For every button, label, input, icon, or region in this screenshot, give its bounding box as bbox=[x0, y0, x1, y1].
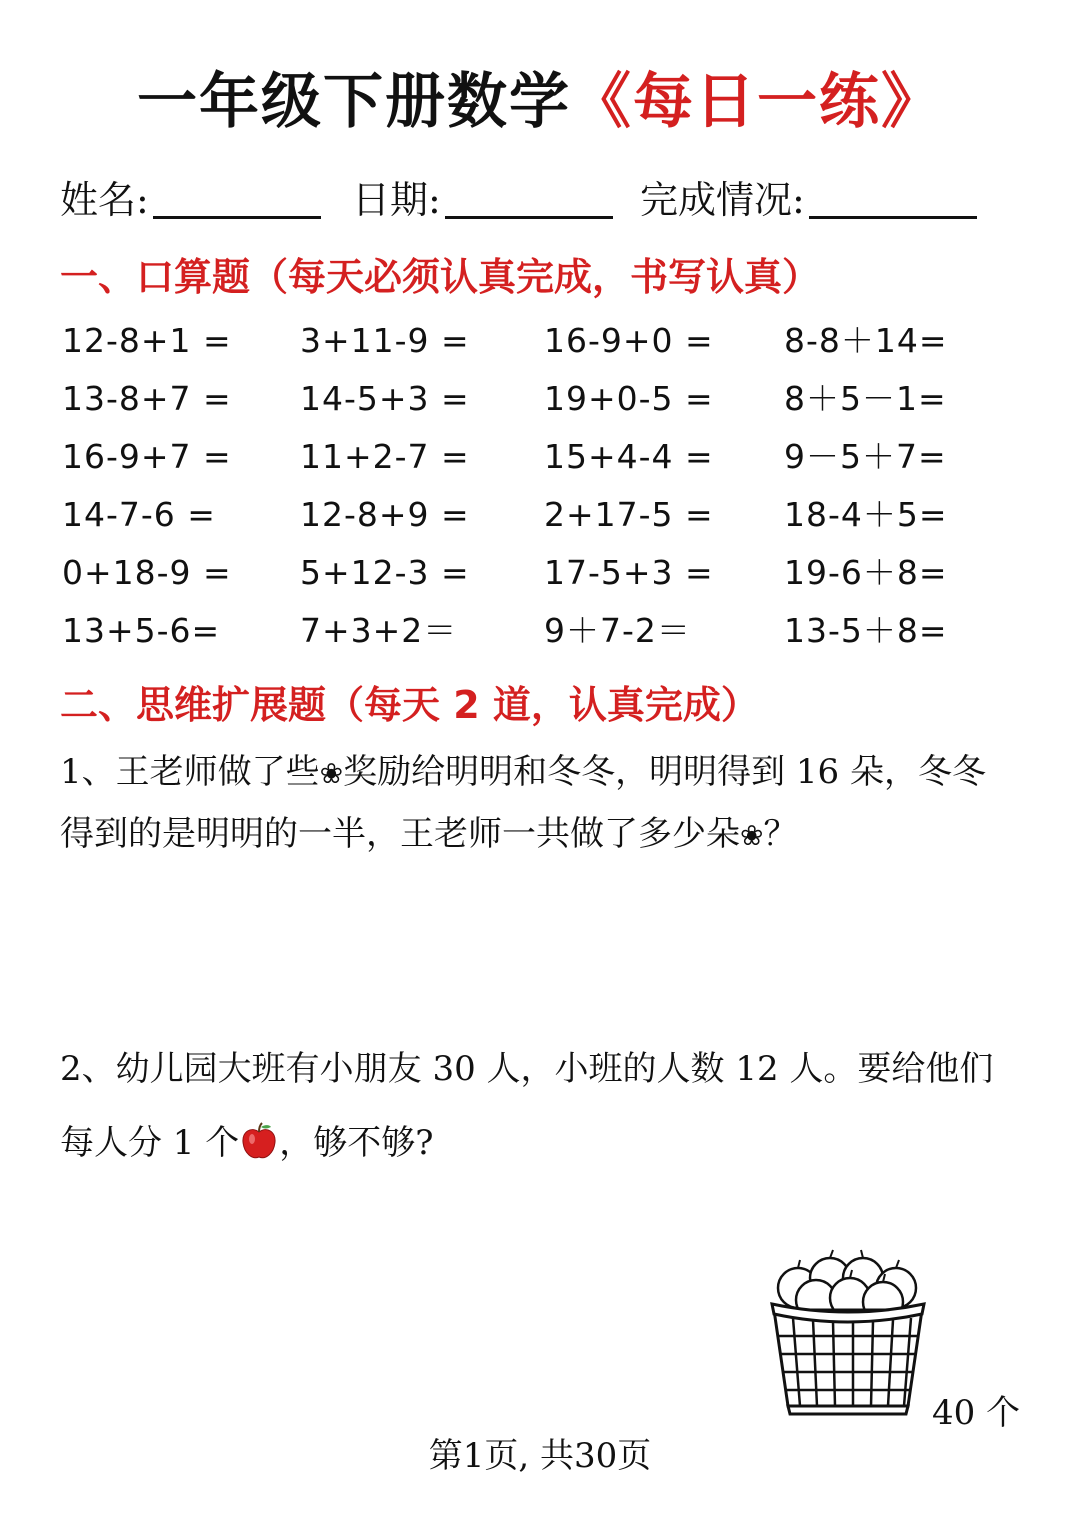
question-1-text-a: 1、王老师做了些 bbox=[60, 752, 320, 792]
question-1-line-2 bbox=[60, 804, 1035, 866]
question-2 bbox=[60, 1032, 1035, 1180]
status-label: 完成情况: bbox=[640, 178, 805, 222]
date-blank[interactable] bbox=[445, 176, 613, 219]
question-2-text-a: 每人分 1 个 bbox=[60, 1123, 240, 1163]
problem-cell: 19-6＋8= bbox=[784, 553, 948, 592]
problem-cell: 7+3+2＝ bbox=[300, 611, 458, 650]
mental-math-grid bbox=[62, 320, 1022, 660]
problem-cell: 12-8+1 = bbox=[62, 321, 232, 360]
question-1 bbox=[60, 742, 1035, 866]
question-2-line-1: 2、幼儿园大班有小朋友 30 人，小班的人数 12 人。要给他们 bbox=[60, 1049, 994, 1089]
problem-cell: 2+17-5 = bbox=[544, 495, 714, 534]
problem-cell: 5+12-3 = bbox=[300, 553, 470, 592]
status-field[interactable] bbox=[640, 176, 977, 222]
problem-cell: 13-5＋8= bbox=[784, 611, 948, 650]
problem-cell: 16-9+0 = bbox=[544, 321, 714, 360]
problem-cell: 14-5+3 = bbox=[300, 379, 470, 418]
problem-cell: 8-8＋14= bbox=[784, 321, 948, 360]
name-blank[interactable] bbox=[153, 176, 321, 219]
problem-cell: 12-8+9 = bbox=[300, 495, 470, 534]
date-field[interactable] bbox=[352, 176, 613, 222]
problem-cell: 9＋7-2＝ bbox=[544, 611, 691, 650]
name-label: 姓名: bbox=[60, 178, 149, 222]
problem-cell: 16-9+7 = bbox=[62, 437, 232, 476]
question-1-text-d: ？ bbox=[763, 814, 798, 854]
problem-cell: 13-8+7 = bbox=[62, 379, 232, 418]
apple-icon bbox=[239, 1114, 279, 1154]
problem-cell: 17-5+3 = bbox=[544, 553, 714, 592]
section1-heading: 一、口算题（每天必须认真完成，书写认真） bbox=[60, 255, 821, 299]
name-field[interactable] bbox=[60, 176, 321, 222]
flower-icon: ❀ bbox=[740, 819, 764, 852]
page-title bbox=[0, 67, 1080, 137]
question-1-text-c: 得到的是明明的一半，王老师一共做了多少朵 bbox=[60, 814, 740, 854]
question-2-text-b: ，够不够? bbox=[279, 1123, 434, 1163]
question-1-text-b: 奖励给明明和冬冬，明明得到 16 朵，冬冬 bbox=[343, 752, 986, 792]
question-2-line-2 bbox=[60, 1106, 1035, 1180]
question-1-line-1 bbox=[60, 742, 1035, 804]
problem-cell: 19+0-5 = bbox=[544, 379, 714, 418]
problem-cell: 15+4-4 = bbox=[544, 437, 714, 476]
status-blank[interactable] bbox=[809, 176, 977, 219]
problem-cell: 3+11-9 = bbox=[300, 321, 470, 360]
date-label: 日期: bbox=[352, 178, 441, 222]
apple-basket-icon bbox=[768, 1248, 928, 1418]
title-highlight: 《每日一练》 bbox=[571, 67, 943, 137]
title-main: 一年级下册数学 bbox=[137, 67, 571, 137]
problem-cell: 8＋5－1= bbox=[784, 379, 947, 418]
problem-cell: 0+18-9 = bbox=[62, 553, 232, 592]
problem-cell: 9－5＋7= bbox=[784, 437, 947, 476]
basket-count: 40 个 bbox=[932, 1393, 1021, 1433]
problem-cell: 11+2-7 = bbox=[300, 437, 470, 476]
problem-cell: 18-4＋5= bbox=[784, 495, 948, 534]
page-footer: 第1页, 共30页 bbox=[428, 1436, 652, 1476]
section2-heading: 二、思维扩展题（每天 2 道，认真完成） bbox=[60, 683, 759, 727]
problem-cell: 13+5-6= bbox=[62, 611, 221, 650]
problem-cell: 14-7-6 = bbox=[62, 495, 216, 534]
flower-icon: ❀ bbox=[319, 757, 344, 790]
